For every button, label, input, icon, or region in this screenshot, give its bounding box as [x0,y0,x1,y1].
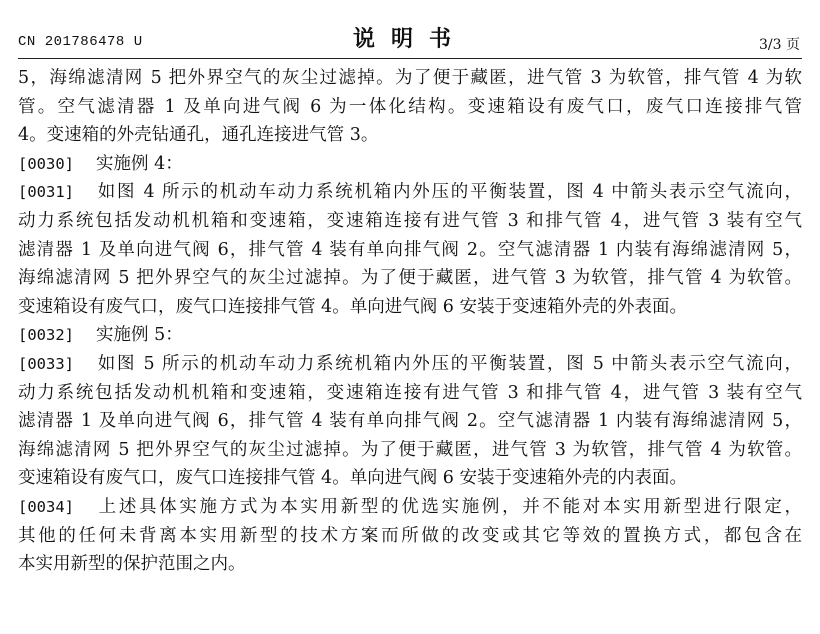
paragraph-number: [0031] [18,183,74,202]
line-text: 其他的任何未背离本实用新型的技术方案而所做的改变或其它等效的置换方式，都包含在 [18,525,802,546]
text-line [18,264,802,293]
text-line [18,293,802,322]
paragraph-heading [18,321,802,350]
line-text: 变速箱设有废气口，废气口连接排气管 4。单向进气阀 6 安装于变速箱外壳的内表面。 [18,468,687,489]
line-text: 本实用新型的保护范围之内。 [18,554,246,575]
paragraph-number: [0030] [18,154,74,173]
line-text: 4。变速箱的外壳钻通孔，通孔连接进气管 3。 [18,125,379,146]
line-text: 上述具体实施方式为本实用新型的优选实施例，并不能对本实用新型进行限定， [96,496,802,517]
line-text: 海绵滤清网 5 把外界空气的灰尘过滤掉。为了便于藏匿，进气管 3 为软管，排气管 4 为软管。 [18,268,802,289]
text-line [18,236,802,265]
line-text: 滤清器 1 及单向进气阀 6，排气管 4 装有单向排气阀 2。空气滤清器 1 内装有海绵滤清网 5， [18,411,802,432]
text-line [18,93,802,122]
document-title: 说明书 [352,26,467,52]
text-line [18,464,802,493]
publication-number: CN 201786478 U [18,34,143,50]
page-number: 3/3 页 [759,37,800,53]
line-text: 海绵滤清网 5 把外界空气的灰尘过滤掉。为了便于藏匿，进气管 3 为软管，排气管 4 为软管。 [18,439,802,460]
page-header [0,0,820,62]
paragraph-start [18,493,802,522]
line-text: 动力系统包括发动机机箱和变速箱，变速箱连接有进气管 3 和排气管 4，进气管 3 装有空气 [18,382,802,403]
line-text: 实施例 4： [96,153,183,174]
line-text: 5，海绵滤清网 5 把外界空气的灰尘过滤掉。为了便于藏匿，进气管 3 为软管，排气管 4 为软 [18,68,802,88]
line-text: 实施例 5： [96,325,183,346]
text-line [18,550,802,579]
text-line [18,121,802,150]
document-body [18,64,802,579]
text-line [18,64,802,93]
line-text: 如图 4 所示的机动车动力系统机箱内外压的平衡装置，图 4 中箭头表示空气流向， [96,182,802,203]
text-line [18,379,802,408]
paragraph-heading [18,150,802,179]
paragraph-number: [0032] [18,326,74,345]
text-line [18,407,802,436]
paragraph-start [18,350,802,379]
line-text: 动力系统包括发动机机箱和变速箱，变速箱连接有进气管 3 和排气管 4，进气管 3 装有空气 [18,210,802,231]
header-divider [18,58,802,59]
line-text: 如图 5 所示的机动车动力系统机箱内外压的平衡装置，图 5 中箭头表示空气流向， [96,353,802,374]
line-text: 滤清器 1 及单向进气阀 6，排气管 4 装有单向排气阀 2。空气滤清器 1 内装有海绵滤清网 5， [18,239,802,260]
paragraph-start [18,178,802,207]
line-text: 管。空气滤清器 1 及单向进气阀 6 为一体化结构。变速箱设有废气口，废气口连接排气管 [18,96,802,117]
paragraph-number: [0034] [18,497,74,516]
text-line [18,207,802,236]
text-line [18,436,802,465]
paragraph-number: [0033] [18,354,74,373]
line-text: 变速箱设有废气口，废气口连接排气管 4。单向进气阀 6 安装于变速箱外壳的外表面。 [18,296,687,317]
text-line [18,522,802,551]
